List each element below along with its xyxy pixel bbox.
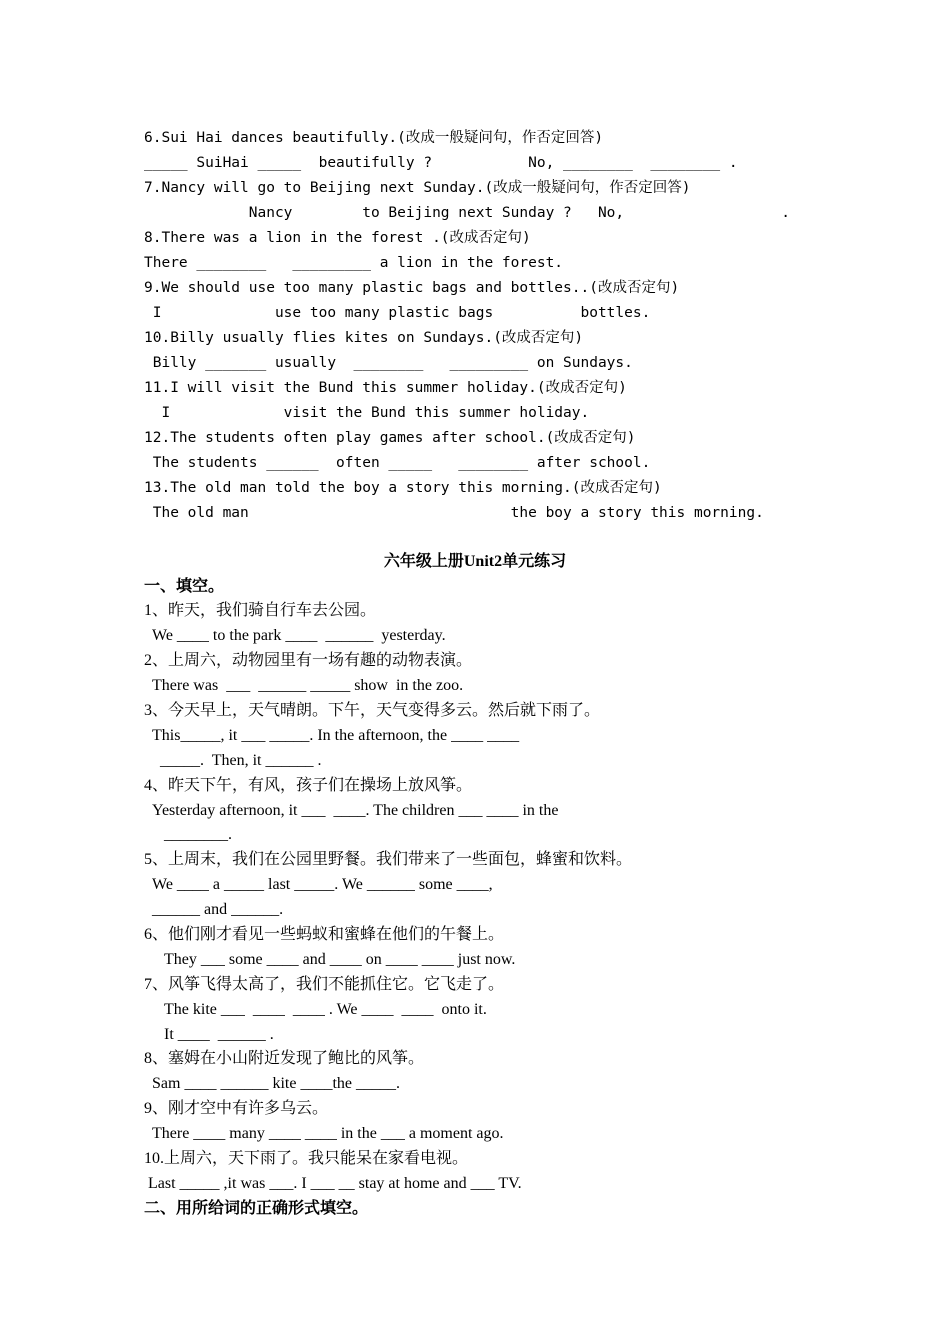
item-4-chinese: 4、昨天下午，有风，孩子们在操场上放风筝。 (144, 777, 473, 794)
item-5-english-line-2: ______ and ______. (152, 901, 284, 918)
q6-answer: _____ SuiHai _____ beautifully ? No, ________ ________ . (144, 155, 738, 171)
item-9-english: There ____ many ____ ____ in the ___ a moment ago. (152, 1125, 504, 1142)
item-7-chinese: 7、风筝飞得太高了，我们不能抓住它。它飞走了。 (144, 976, 505, 993)
item-8-english: Sam ____ ______ kite ____the _____. (152, 1075, 400, 1092)
item-10-chinese: 10.上周六，天下雨了。我只能呆在家看电视。 (144, 1150, 469, 1167)
item-2-english: There was ___ ______ _____ show in the zoo. (152, 677, 464, 694)
q12-answer: The students ______ often _____ ________ after school. (144, 455, 651, 471)
item-4-english-line-2: ________. (164, 826, 232, 843)
item-4-english-line-1: Yesterday afternoon, it ___ ____. The children ___ ____ in the (152, 802, 559, 819)
item-9-chinese: 9、刚才空中有许多乌云。 (144, 1100, 329, 1117)
item-3-english-line-2: _____. Then, it ______ . (160, 752, 322, 769)
q11-answer: I visit the Bund this summer holiday. (144, 405, 590, 421)
q9-prompt: 9.We should use too many plastic bags and bottles..(改成否定句) (144, 280, 680, 296)
item-8-chinese: 8、塞姆在小山附近发现了鲍比的风筝。 (144, 1050, 425, 1067)
section-2-heading: 二、用所给词的正确形式填空。 (144, 1200, 369, 1217)
q6-prompt: 6.Sui Hai dances beautifully.(改成一般疑问句，作否定回答) (144, 130, 604, 146)
item-3-english-line-1: This_____, it ___ _____. In the afternoon, the ____ ____ (152, 727, 520, 744)
item-6-english: They ___ some ____ and ____ on ____ ____ just now. (164, 951, 516, 968)
item-1-chinese: 1、昨天，我们骑自行车去公园。 (144, 602, 377, 619)
item-5-english-line-1: We ____ a _____ last _____. We ______ some ____, (152, 876, 493, 893)
q12-prompt: 12.The students often play games after school.(改成否定句) (144, 430, 636, 446)
q7-answer: Nancy to Beijing next Sunday ? No, . (144, 205, 791, 221)
item-3-chinese: 3、今天早上，天气晴朗。下午，天气变得多云。然后就下雨了。 (144, 702, 601, 719)
item-6-chinese: 6、他们刚才看见一些蚂蚁和蜜蜂在他们的午餐上。 (144, 926, 505, 943)
q13-answer: The old man the boy a story this morning. (144, 505, 764, 521)
section-1-heading: 一、填空。 (144, 578, 225, 595)
q11-prompt: 11.I will visit the Bund this summer holiday.(改成否定句) (144, 380, 627, 396)
unit-title: 六年级上册Unit2单元练习 (383, 553, 567, 570)
q7-prompt: 7.Nancy will go to Beijing next Sunday.(改成一般疑问句，作否定回答) (144, 180, 691, 196)
q10-answer: Billy _______ usually ________ _________ on Sundays. (144, 355, 633, 371)
item-1-english: We ____ to the park ____ ______ yesterday. (152, 627, 446, 644)
q8-prompt: 8.There was a lion in the forest .(改成否定句) (144, 230, 531, 246)
item-7-english-line-1: The kite ___ ____ ____ . We ____ ____ onto it. (164, 1001, 487, 1018)
q13-prompt: 13.The old man told the boy a story this morning.(改成否定句) (144, 480, 662, 496)
item-7-english-line-2: It ____ ______ . (164, 1026, 274, 1043)
q9-answer: I use too many plastic bags bottles. (144, 305, 651, 321)
q8-answer: There ________ _________ a lion in the forest. (144, 255, 564, 271)
item-10-english: Last _____ ,it was ___. I ___ __ stay at home and ___ TV. (148, 1175, 522, 1192)
q10-prompt: 10.Billy usually flies kites on Sundays.(改成否定句) (144, 330, 584, 346)
item-5-chinese: 5、上周末，我们在公园里野餐。我们带来了一些面包，蜂蜜和饮料。 (144, 851, 633, 868)
item-2-chinese: 2、上周六，动物园里有一场有趣的动物表演。 (144, 652, 473, 669)
